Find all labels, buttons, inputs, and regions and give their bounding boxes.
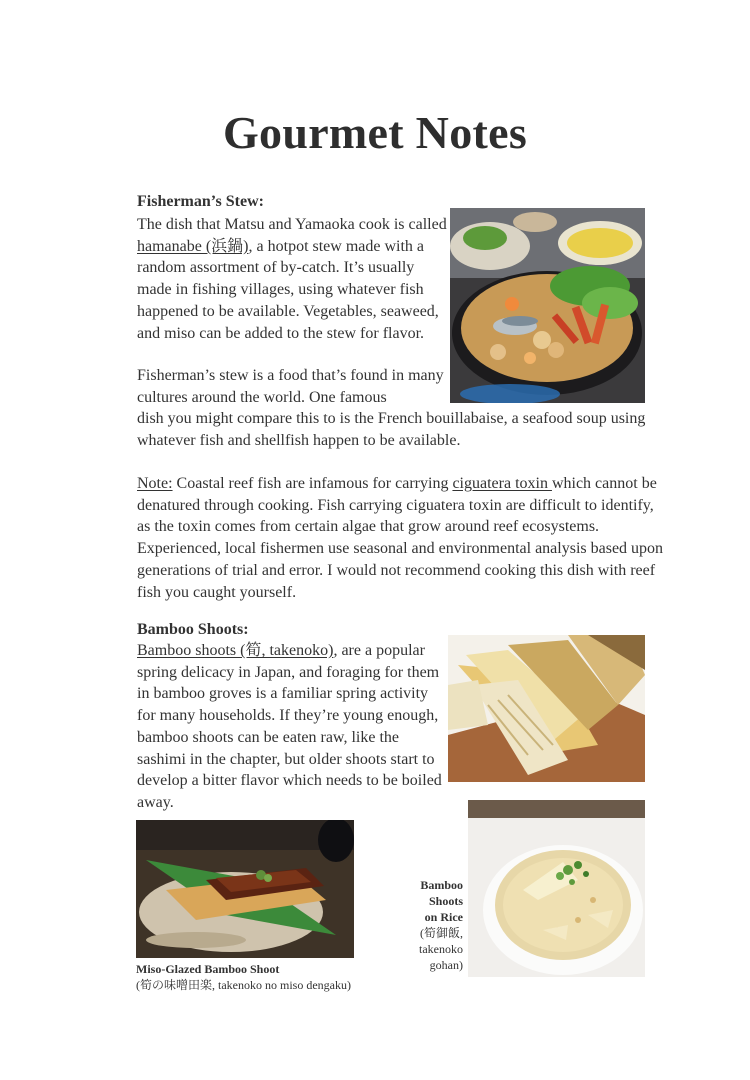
rice-caption-sub-3: gohan) bbox=[429, 958, 463, 972]
hotpot-stew-image bbox=[450, 208, 645, 403]
miso-caption-title: Miso-Glazed Bamboo Shoot bbox=[136, 962, 280, 976]
miso-caption bbox=[136, 961, 396, 993]
bamboo-heading: Bamboo Shoots: bbox=[137, 621, 249, 638]
bamboo-shoots-image bbox=[448, 635, 645, 782]
bamboo-rice-image bbox=[468, 800, 645, 977]
stew-paragraph-2-b: dish you might compare this to is the French bouillabaise, a seafood soup using whatever fish and shellfish happen to be available. bbox=[137, 410, 646, 449]
bamboo-paragraph: Bamboo shoots (筍, takenoko), are a popular spring delicacy in Japan, and foraging for them in bamboo groves is a familiar spring activity for many households. If they’re young enough, bamboo shoots can be eaten raw, like the sashimi in the chapter, but older shoots start to develop a bitter flavor which needs to be boiled away. bbox=[137, 642, 442, 811]
bamboo-shoots-link[interactable]: Bamboo shoots (筍, takenoko) bbox=[137, 642, 334, 659]
miso-glazed-bamboo-image bbox=[136, 820, 354, 958]
stew-heading: Fisherman’s Stew: bbox=[137, 193, 264, 210]
hamanabe-link[interactable]: hamanabe (浜鍋) bbox=[137, 237, 249, 255]
rice-caption-title-1: Bamboo bbox=[420, 878, 463, 892]
rice-caption bbox=[395, 877, 463, 973]
rice-caption-sub-2: takenoko bbox=[419, 942, 463, 956]
note-paragraph: Note: Coastal reef fish are infamous for carrying ciguatera toxin which cannot be denatured through cooking. Fish carrying ciguatera toxin are difficult to identify, as the toxin comes from certain algae that grow around reef ecosystems. Experienced, local fishermen use seasonal and environmental analysis based upon generations of trial and error. I would not recommend cooking this dish with reef fish you caught yourself. bbox=[137, 475, 664, 601]
miso-caption-subtitle: (筍の味噌田楽, takenoko no miso dengaku) bbox=[136, 978, 351, 992]
stew-paragraph-1: The dish that Matsu and Yamaoka cook is called hamanabe (浜鍋), a hotpot stew made with a random assortment of by-catch. It’s usually made in fishing villages, using whatever fish happened to be available. Vegetables, seaweed, and miso can be added to the stew for flavor. bbox=[137, 216, 447, 342]
stew-paragraph-2-a: Fisherman’s stew is a food that’s found in many cultures around the world. One famous bbox=[137, 367, 444, 406]
page-title: Gourmet Notes bbox=[222, 107, 528, 158]
note-label: Note: bbox=[137, 475, 173, 492]
rice-caption-title-2: Shoots bbox=[428, 894, 463, 908]
ciguatera-link[interactable]: ciguatera toxin bbox=[452, 475, 552, 492]
rice-caption-sub-1: (筍御飯, bbox=[420, 926, 463, 940]
rice-caption-title-3: on Rice bbox=[424, 910, 463, 924]
